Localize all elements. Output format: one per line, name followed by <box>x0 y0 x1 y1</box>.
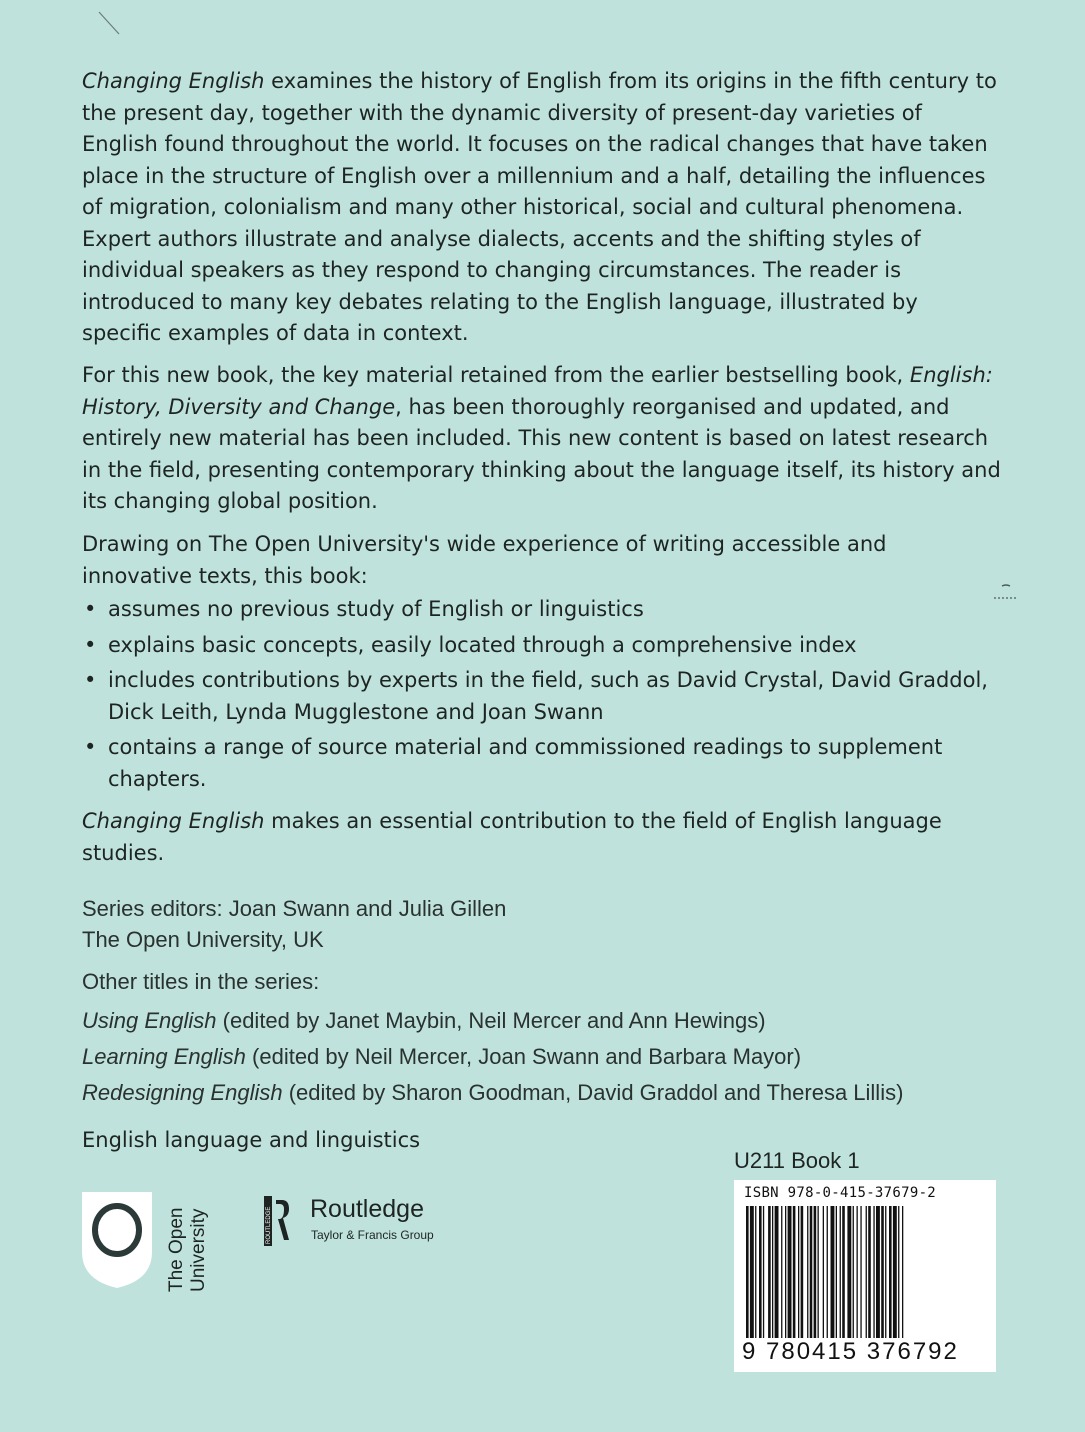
isbn-number: ISBN 978-0-415-37679-2 <box>744 1185 937 1201</box>
series-title-detail: (edited by Janet Maybin, Neil Mercer and Ann Hewings) <box>216 1008 766 1033</box>
barcode-panel <box>734 1180 996 1372</box>
series-title-name: Redesigning English <box>82 1080 283 1105</box>
list-item-text: assumes no previous study of English or linguistics <box>108 597 644 621</box>
barcode-stripe <box>763 1206 764 1338</box>
description-paragraph-1 <box>82 66 1002 350</box>
barcode-stripe <box>876 1206 880 1338</box>
ou-wordmark-line-2: University <box>188 1208 209 1292</box>
ou-wordmark-line-1: The Open <box>166 1207 187 1292</box>
series-title-name: Using English <box>82 1008 217 1033</box>
barcode-stripe <box>842 1206 845 1338</box>
barcode-stripe <box>814 1206 817 1338</box>
routledge-logo-icon <box>264 1196 290 1246</box>
list-item <box>82 732 1012 795</box>
barcode-stripe <box>881 1206 884 1338</box>
book-title-italic: Changing English <box>82 69 265 93</box>
list-item-text: explains basic concepts, easily located through a comprehensive index <box>108 632 857 657</box>
barcode-stripe <box>768 1206 771 1338</box>
paragraph-4-text: makes an essential contribution to the field of English language studies. <box>82 809 942 865</box>
barcode-stripe <box>823 1206 824 1338</box>
barcode-stripe <box>889 1206 892 1338</box>
barcode-stripe <box>775 1206 779 1338</box>
list-item <box>82 630 1012 662</box>
bullet-icon: • <box>84 668 97 692</box>
paragraph-2-text-b: , has been thoroughly reorganised and updated, and entirely new material has been included. This new content is based on latest research in the field, presenting contemporary thinking about the language itself, its history and its changing global position. <box>82 394 1001 513</box>
series-title-detail: (edited by Neil Mercer, Joan Swann and Barbara Mayor) <box>245 1044 802 1069</box>
barcode-stripe <box>840 1206 841 1338</box>
barcode-stripe <box>868 1206 871 1338</box>
list-item-text: contains a range of source material and commissioned readings to supplement chapters. <box>108 735 943 791</box>
description-paragraph-4 <box>82 806 1002 869</box>
barcode-stripe <box>836 1206 837 1338</box>
description-paragraph-3: Drawing on The Open University's wide experience of writing accessible and innovative texts, this book: <box>82 532 887 588</box>
open-university-shield-icon <box>80 1190 154 1290</box>
open-university-wordmark <box>160 1192 212 1292</box>
series-institution: The Open University, UK <box>82 927 324 952</box>
barcode-stripe <box>750 1206 754 1338</box>
book-title-italic: Changing English <box>82 809 265 833</box>
routledge-group: Taylor & Francis Group <box>311 1228 434 1242</box>
barcode-stripe <box>755 1206 756 1338</box>
barcode-stripe <box>801 1206 804 1338</box>
barcode-stripe <box>860 1206 861 1338</box>
barcode-stripe <box>831 1206 835 1338</box>
barcode-icon <box>744 1206 986 1338</box>
smudge-mark <box>992 580 1020 604</box>
barcode-stripe <box>847 1206 851 1338</box>
barcode-stripe <box>866 1206 867 1338</box>
paragraph-2-text-a: For this new book, the key material retained from the earlier bestselling book, <box>82 363 910 387</box>
ean-number: 9 780415 376792 <box>742 1338 959 1365</box>
barcode-stripe <box>781 1206 782 1338</box>
feature-list <box>82 594 1012 799</box>
scratch-mark <box>95 8 125 38</box>
series-title-detail: (edited by Sharon Goodman, David Graddol and Theresa Lillis) <box>282 1080 904 1105</box>
barcode-stripe <box>893 1206 897 1338</box>
list-item-text: includes contributions by experts in the field, such as David Crystal, David Graddol, Dick Leith, Lynda Mugglestone and Joan Swann <box>108 668 988 724</box>
barcode-stripe <box>898 1206 899 1338</box>
barcode-stripe <box>798 1206 799 1338</box>
series-title-name: Learning English <box>82 1044 246 1069</box>
barcode-stripe <box>810 1206 813 1338</box>
series-title-2 <box>82 1041 801 1072</box>
list-item <box>82 665 1012 728</box>
barcode-stripe <box>853 1206 854 1338</box>
barcode-stripe <box>818 1206 819 1338</box>
description-paragraph-2 <box>82 360 1002 518</box>
bullet-icon: • <box>84 735 97 759</box>
barcode-stripe <box>902 1206 903 1338</box>
routledge-vertical-text: ROUTLEDGE <box>266 1206 272 1244</box>
barcode-stripe <box>746 1206 749 1338</box>
series-title-1 <box>82 1005 766 1036</box>
barcode-stripe <box>785 1206 786 1338</box>
bullet-icon: • <box>84 597 97 621</box>
series-editors: Series editors: Joan Swann and Julia Gillen <box>82 896 507 921</box>
list-item <box>82 594 1012 626</box>
barcode-stripe <box>759 1206 762 1338</box>
bullet-icon: • <box>84 632 97 657</box>
barcode-stripe <box>885 1206 886 1338</box>
course-code: U211 Book 1 <box>734 1148 860 1173</box>
barcode-stripe <box>788 1206 792 1338</box>
barcode-stripe <box>857 1206 858 1338</box>
barcode-stripe <box>827 1206 828 1338</box>
subject-category: English language and linguistics <box>82 1128 421 1152</box>
paragraph-1-text: examines the history of English from its origins in the fifth century to the present day, together with the dynamic diversity of present-day varieties of English found throughout the world. It focuses on the radical changes that have taken place in the structure of English over a millennium and a half, detailing the influences of migration, colonialism and many other historical, social and cultural phenomena. Expert authors illustrate and analyse dialects, accents and the shifting styles of individual speakers as they respond to changing circumstances. The reader is introduced to many key debates relating to the English language, illustrated by specific examples of data in context. <box>82 69 997 345</box>
other-titles-heading: Other titles in the series: <box>82 969 320 994</box>
routledge-name: Routledge <box>310 1195 424 1223</box>
barcode-stripe <box>793 1206 796 1338</box>
barcode-stripe <box>772 1206 773 1338</box>
barcode-stripe <box>873 1206 874 1338</box>
barcode-stripe <box>807 1206 808 1338</box>
earlier-book-title: English: History, Diversity and Change <box>82 363 993 419</box>
series-title-3 <box>82 1077 903 1108</box>
